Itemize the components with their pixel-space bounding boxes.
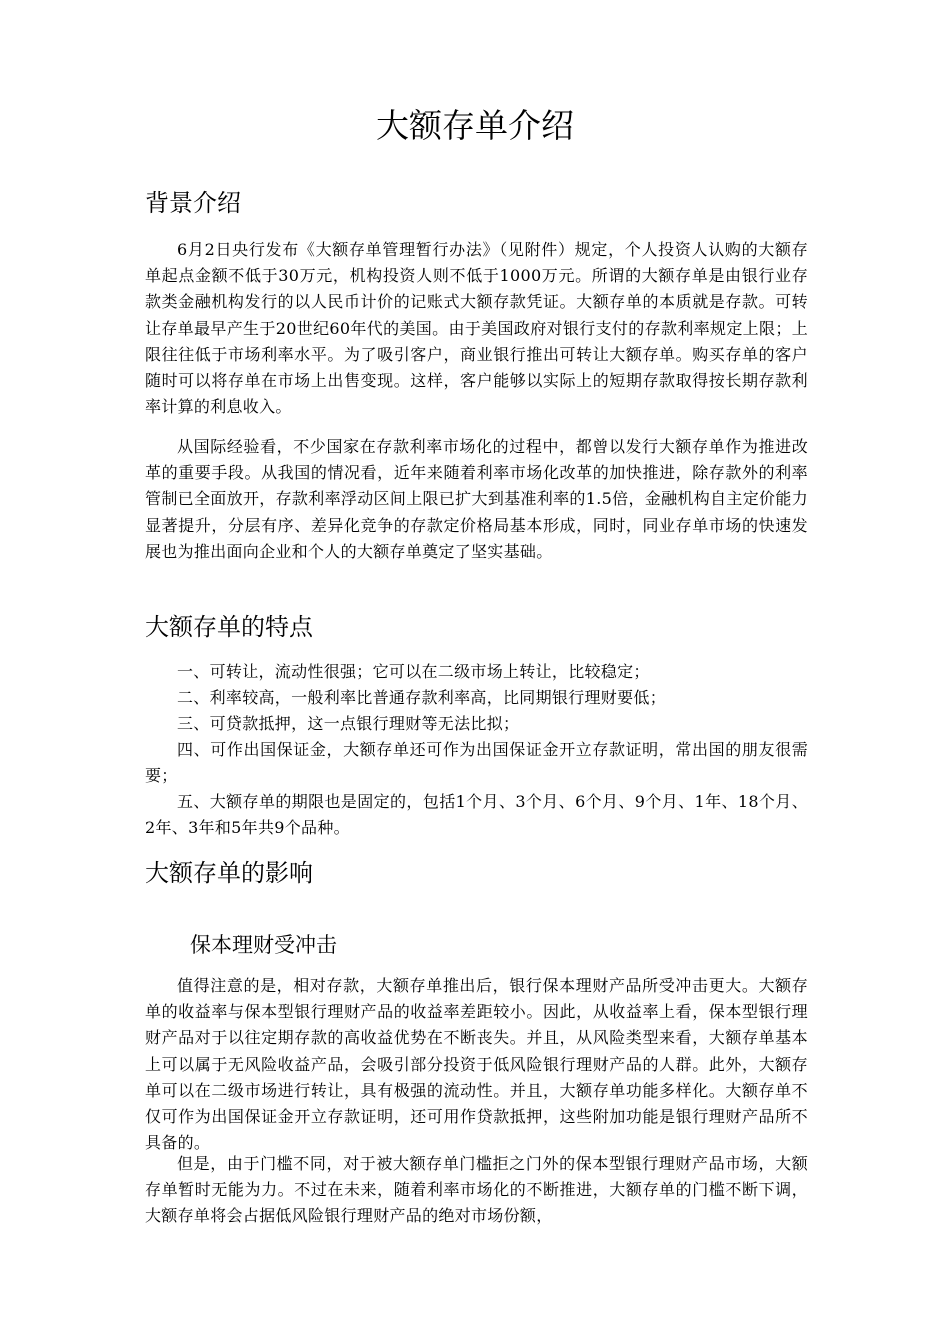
impact-paragraph-2: 但是，由于门槛不同，对于被大额存单门槛拒之门外的保本型银行理财产品市场，大额存单暂时无能为力。不过在未来，随着利率市场化的不断推进，大额存单的门槛不断下调，大额存单将会占据低风险银行理财产品的绝对市场份额， [145, 1154, 808, 1226]
impact-paragraph-1: 值得注意的是，相对存款，大额存单推出后，银行保本理财产品所受冲击更大。大额存单的收益率与保本型银行理财产品的收益率差距较小。因此，从收益率上看，保本型银行理财产品对于以往定期存款的高收益优势在不断丧失。并且，从风险类型来看，大额存单基本上可以属于无风险收益产品，会吸引部分投资于低风险银行理财产品的人群。此外，大额存单可以在二级市场进行转让，具有极强的流动性。并且，大额存单功能多样化。大额存单不仅可作为出国保证金开立存款证明，还可用作贷款抵押，这些附加功能是银行理财产品所不具备的。 [145, 976, 808, 1153]
feature-item-3: 三、可贷款抵押，这一点银行理财等无法比拟； [177, 714, 520, 733]
feature-item-1: 一、可转让，流动性很强；它可以在二级市场上转让，比较稳定； [177, 662, 650, 681]
background-paragraph-2: 从国际经验看，不少国家在存款利率市场化的过程中，都曾以发行大额存单作为推进改革的重要手段。从我国的情况看，近年来随着利率市场化改革的加快推进，除存款外的利率管制已全面放开，存款利率浮动区间上限已扩大到基准利率的1.5倍，金融机构自主定价能力显著提升，分层有序、差异化竞争的存款定价格局基本形成，同时，同业存单市场的快速发展也为推出面向企业和个人的大额存单奠定了坚实基础。 [145, 437, 808, 561]
feature-item-4: 四、可作出国保证金，大额存单还可作为出国保证金开立存款证明，常出国的朋友很需要； [145, 740, 808, 786]
subheading-impact: 保本理财受冲击 [190, 933, 337, 957]
heading-background: 背景介绍 [145, 189, 241, 217]
feature-item-5: 五、大额存单的期限也是固定的，包括1个月、3个月、6个月、9个月、1年、18个月、2年、3年和5年共9个品种。 [145, 792, 808, 838]
feature-item-2: 二、利率较高，一般利率比普通存款利率高，比同期银行理财要低； [177, 688, 667, 707]
heading-impact: 大额存单的影响 [145, 859, 313, 887]
document-title: 大额存单介绍 [376, 106, 574, 145]
heading-features: 大额存单的特点 [145, 613, 313, 641]
background-paragraph-1: 6月2日央行发布《大额存单管理暂行办法》（见附件）规定，个人投资人认购的大额存单起点金额不低于30万元，机构投资人则不低于1000万元。所谓的大额存单是由银行业存款类金融机构发行的以人民币计价的记账式大额存款凭证。大额存单的本质就是存款。可转让存单最早产生于20世纪60年代的美国。由于美国政府对银行支付的存款利率规定上限；上限往往低于市场利率水平。为了吸引客户，商业银行推出可转让大额存单。购买存单的客户随时可以将存单在市场上出售变现。这样，客户能够以实际上的短期存款取得按长期存款利率计算的利息收入。 [145, 240, 808, 417]
